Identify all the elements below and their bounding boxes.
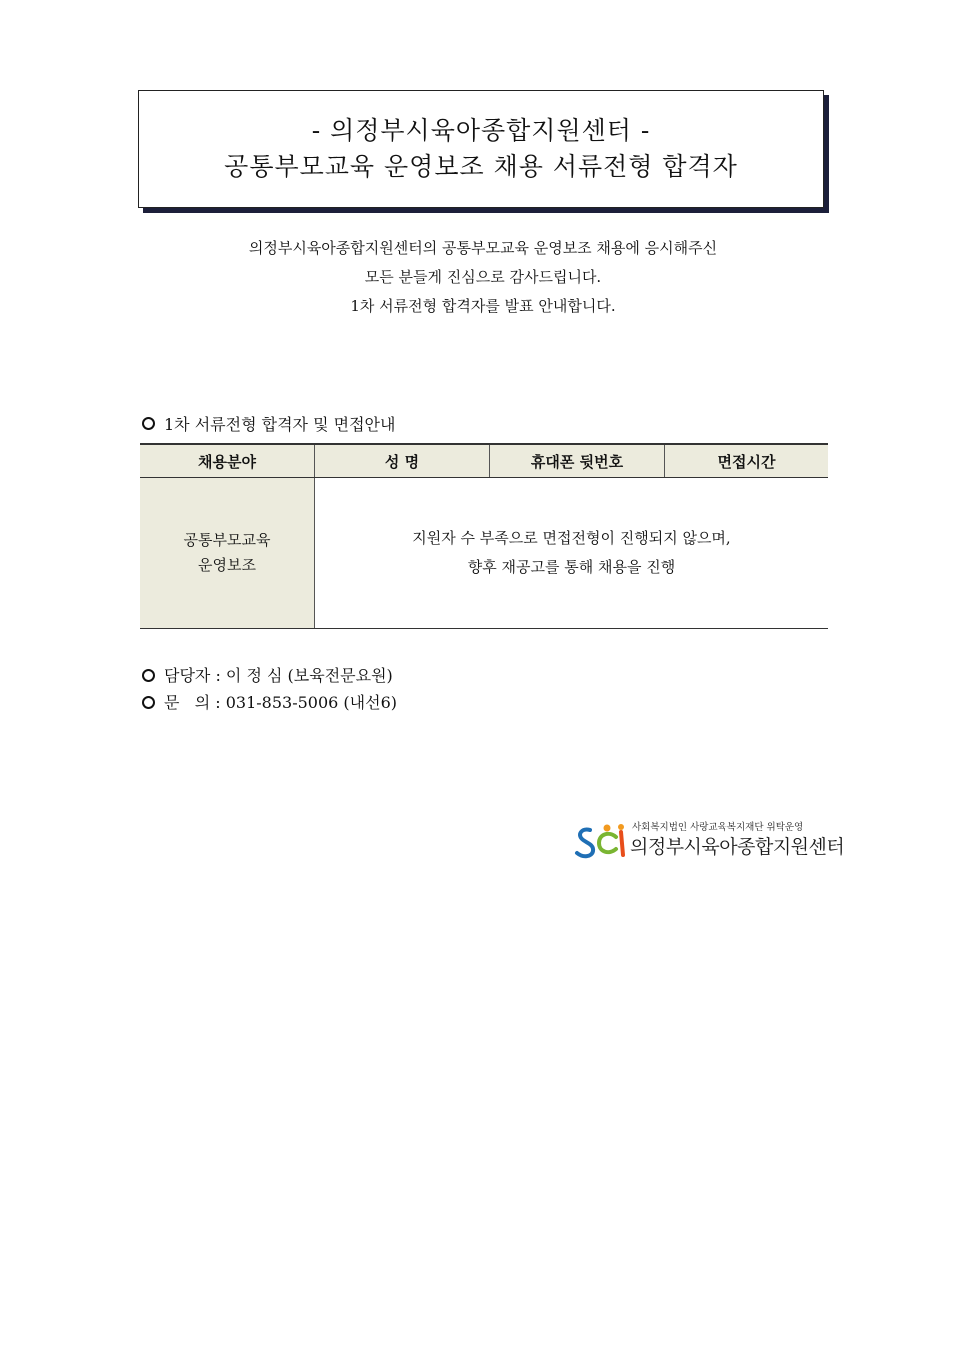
field-line-1: 공통부모교육 bbox=[183, 531, 271, 549]
result-table bbox=[140, 443, 828, 629]
title-line-1: - 의정부시육아종합지원센터 - bbox=[311, 116, 651, 145]
intro-line-3: 1차 서류전형 합격자를 발표 안내합니다. bbox=[350, 297, 616, 315]
intro-line-1: 의정부시육아종합지원센터의 공통부모교육 운영보조 채용에 응시해주신 bbox=[248, 239, 718, 257]
header-interview-time: 면접시간 bbox=[665, 444, 829, 478]
field-line-2: 운영보조 bbox=[198, 556, 256, 574]
title-box bbox=[138, 90, 824, 208]
contact-manager-text: 담당자 : 이 정 심 (보육전문요원) bbox=[164, 666, 393, 685]
notice-cell bbox=[315, 478, 829, 629]
contact-info bbox=[140, 662, 397, 716]
contact-inquiry bbox=[140, 689, 397, 716]
table-row bbox=[140, 478, 828, 629]
field-cell bbox=[140, 478, 315, 629]
header-name: 성 명 bbox=[315, 444, 490, 478]
logo-subtitle: 사회복지법인 사랑교육복지재단 위탁운영 bbox=[632, 822, 804, 833]
circle-bullet-icon bbox=[142, 669, 155, 682]
intro-line-2: 모든 분들게 진심으로 감사드립니다. bbox=[364, 268, 602, 286]
section-heading bbox=[140, 412, 395, 435]
logo-name: 의정부시육아종합지원센터 bbox=[630, 836, 845, 858]
center-logo bbox=[574, 818, 845, 862]
table-header-row bbox=[140, 444, 828, 478]
contact-manager bbox=[140, 662, 397, 689]
intro-text bbox=[138, 234, 828, 321]
header-phone: 휴대폰 뒷번호 bbox=[490, 444, 665, 478]
page-title: 공통부모교육 운영보조 채용 서류전형 합격자 bbox=[224, 152, 738, 181]
section-heading-text: 1차 서류전형 합격자 및 면접안내 bbox=[164, 415, 396, 434]
contact-inquiry-text: 문 의 : 031-853-5006 (내선6) bbox=[164, 693, 398, 712]
header-field: 채용분야 bbox=[140, 444, 315, 478]
notice-line-1: 지원자 수 부족으로 면접전형이 진행되지 않으며, bbox=[412, 529, 731, 547]
circle-bullet-icon bbox=[142, 696, 155, 709]
logo-mark-icon bbox=[574, 822, 630, 862]
circle-bullet-icon bbox=[142, 417, 155, 430]
notice-line-2: 향후 재공고를 통해 채용을 진행 bbox=[467, 558, 676, 576]
